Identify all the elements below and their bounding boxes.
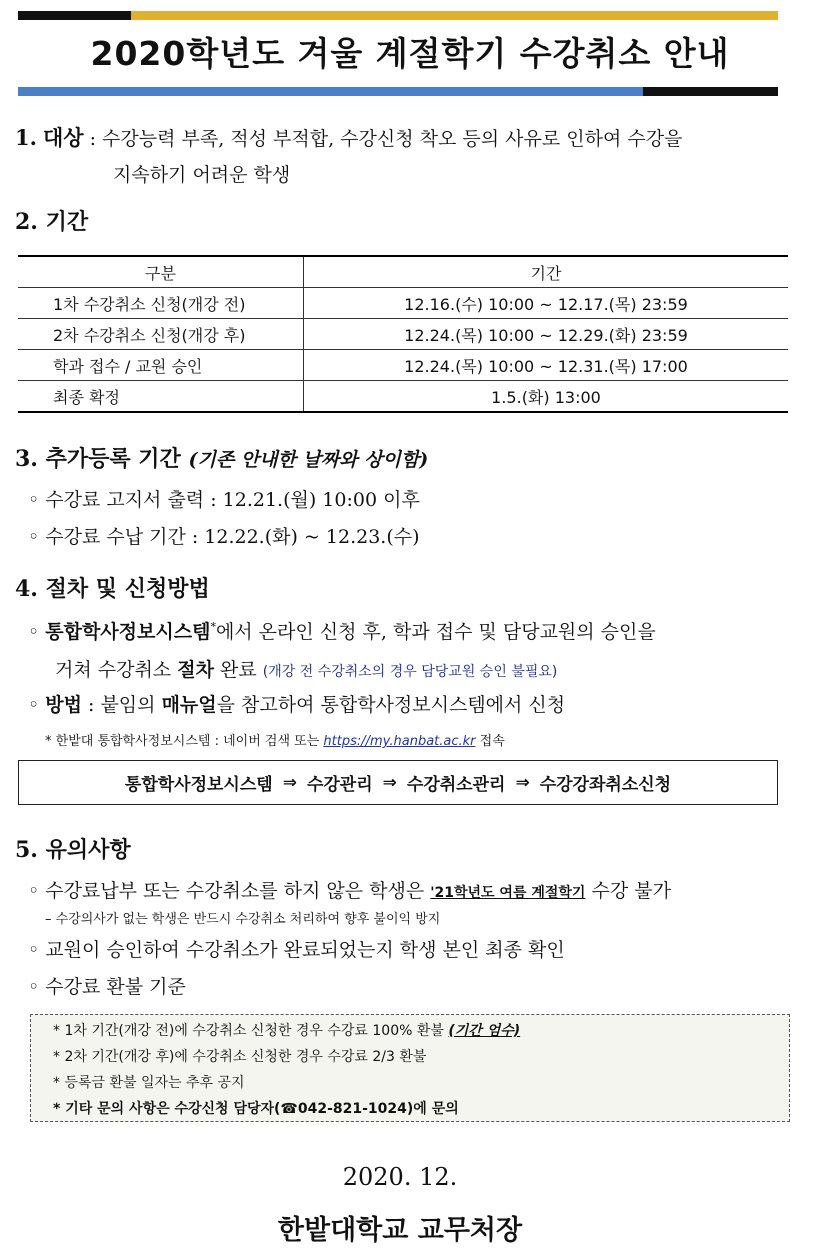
section-1-label: 대상 (42, 125, 84, 150)
section-5-heading: 5. 유의사항 (15, 837, 131, 863)
table-row (18, 288, 788, 319)
section-5-item-3: ◦ 수강료 환불 기준 (28, 976, 186, 998)
bottom-bar-blue (18, 87, 643, 96)
table-cell-category: 최종 확정 (18, 381, 304, 413)
section-3-item-2: ◦ 수강료 수납 기간 : 12.22.(화) ~ 12.23.(수) (28, 526, 420, 548)
section-1 (15, 122, 805, 152)
top-bar-gold (131, 11, 778, 20)
section-1-text: : 수강능력 부족, 적성 부적합, 수강신청 착오 등의 사유로 인하여 수강을 (89, 128, 683, 150)
period-table (18, 255, 788, 413)
table-cell-period: 12.24.(목) 10:00 ~ 12.31.(목) 17:00 (304, 350, 789, 381)
path-step: 수강취소관리 (406, 775, 506, 795)
section-2-heading: 2. 기간 (15, 209, 89, 235)
footnote: * 한밭대 통합학사정보시스템 : 네이버 검색 또는 https://my.hanbat.ac.kr 접속 (45, 734, 505, 749)
section-4-bullet-2: ◦ 방법 : 붙임의 매뉴얼을 참고하여 통합학사정보시스템에서 신청 (28, 694, 566, 716)
table-row (18, 350, 788, 381)
portal-link[interactable]: https://my.hanbat.ac.kr (323, 734, 476, 749)
section-5-item-2: ◦ 교원이 승인하여 수강취소가 완료되었는지 학생 본인 최종 확인 (28, 939, 565, 961)
section-4-bullet-1-line2: 거쳐 수강취소 절차 완료 (개강 전 수강취소의 경우 담당교원 승인 불필요) (55, 659, 558, 681)
table-row (18, 381, 788, 413)
footnote-mark: * (210, 620, 216, 634)
summer-term-label: '21학년도 여름 계절학기 (430, 885, 586, 901)
footer-date: 2020. 12. (342, 1163, 458, 1191)
section-5-item-1-sub: – 수강의사가 없는 학생은 반드시 수강취소 처리하여 향후 불이익 방지 (45, 912, 441, 927)
refund-line-1: * 1차 기간(개강 전)에 수강취소 신청한 경우 수강료 100% 환불 (기간 엄수) (53, 1023, 521, 1039)
section-3-heading: 3. 추가등록 기간 (15, 446, 181, 472)
arrow-icon: ⇒ (515, 772, 530, 793)
path-step: 수강관리 (306, 775, 373, 795)
section-4-heading: 4. 절차 및 신청방법 (15, 576, 210, 602)
section-3-item-1: ◦ 수강료 고지서 출력 : 12.21.(월) 10:00 이후 (28, 489, 420, 511)
bottom-bar-black (643, 87, 778, 96)
refund-line-2: * 2차 기간(개강 후)에 수강취소 신청한 경우 수강료 2/3 환불 (53, 1049, 427, 1065)
section-3-note: (기존 안내한 날짜와 상이함) (188, 449, 429, 471)
table-header-category: 구분 (18, 256, 304, 288)
section-4-bullet-1-text: 에서 온라인 신청 후, 학과 접수 및 담당교원의 승인을 (215, 621, 656, 643)
table-row (18, 319, 788, 350)
arrow-icon: ⇒ (382, 772, 397, 793)
table-cell-category: 2차 수강취소 신청(개강 후) (18, 319, 304, 350)
path-step: 통합학사정보시스템 (124, 775, 273, 795)
approval-note: (개강 전 수강취소의 경우 담당교원 승인 불필요) (262, 664, 558, 680)
refund-line-3: * 등록금 환불 일자는 추후 공지 (53, 1075, 245, 1091)
top-bar-black (18, 11, 131, 20)
table-cell-category: 학과 접수 / 교원 승인 (18, 350, 304, 381)
refund-line-4: * 기타 문의 사항은 수강신청 담당자(☎042-821-1024)에 문의 (53, 1101, 459, 1117)
table-cell-period: 12.24.(목) 10:00 ~ 12.29.(화) 23:59 (304, 319, 789, 350)
table-header-period: 기간 (304, 256, 789, 288)
section-1-number: 1. (15, 125, 37, 150)
section-1-text-line2: 지속하기 어려운 학생 (113, 164, 291, 186)
section-4-bullet-1: ◦ 통합학사정보시스템*에서 온라인 신청 후, 학과 접수 및 담당교원의 승인을 (28, 620, 656, 643)
table-cell-period: 1.5.(화) 13:00 (304, 381, 789, 413)
system-name: 통합학사정보시스템 (45, 621, 211, 643)
page-title: 2020학년도 겨울 계절학기 수강취소 안내 (90, 34, 730, 73)
navigation-path-box (18, 760, 778, 805)
arrow-icon: ⇒ (282, 772, 297, 793)
section-5-item-1: ◦ 수강료납부 또는 수강취소를 하지 않은 학생은 '21학년도 여름 계절학기 수강 불가 (28, 880, 671, 902)
table-cell-period: 12.16.(수) 10:00 ~ 12.17.(목) 23:59 (304, 288, 789, 319)
path-step: 수강강좌취소신청 (539, 775, 672, 795)
section-3-heading-row (15, 442, 428, 473)
refund-policy-box (30, 1014, 790, 1122)
table-header-row (18, 256, 788, 288)
table-cell-category: 1차 수강취소 신청(개강 전) (18, 288, 304, 319)
footer-org: 한밭대학교 교무처장 (277, 1215, 523, 1246)
